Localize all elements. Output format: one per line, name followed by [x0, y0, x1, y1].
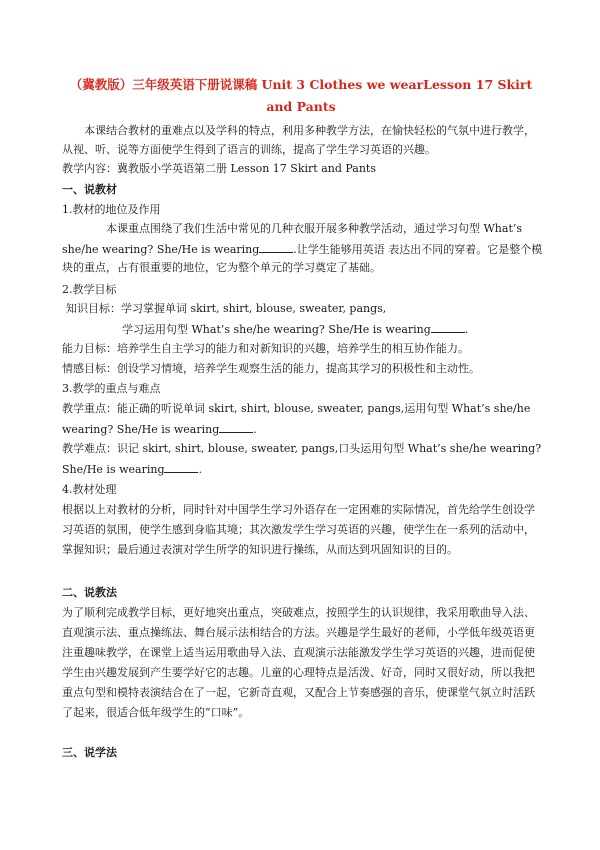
document-title-line-1: （冀教版）三年级英语下册说课稿 Unit 3 Clothes we wearLesson 17 Skirt [69, 77, 533, 92]
section-2-heading: 二、说教法 [62, 586, 117, 599]
teaching-content: 教学内容：冀教版小学英语第二册 Lesson 17 Skirt and Pants [62, 162, 376, 175]
section-1-heading: 一、说教材 [62, 183, 117, 196]
subheading-1: 1.教材的地位及作用 [62, 203, 161, 216]
document-title-line-2: and Pants [266, 99, 336, 114]
position-paragraph-line-1: 本课重点围绕了我们生活中常见的几种衣服开展多种教学活动，通过学习句型 What’s [106, 222, 523, 235]
key-point-pattern: wearing? She/He is wearing [62, 423, 220, 436]
difficult-point-pattern: She/He is wearing [62, 463, 165, 476]
difficult-point-line-1: 教学难点：识记 skirt, shirt, blouse, sweater, pangs,口头运用句型 What’s she/he wearing? [62, 442, 542, 455]
method-line-4: 学生由兴趣发展到产生要学好它的志趣。儿童的心理特点是活泼、好奇，同时又很好动，所以我把 [62, 666, 535, 679]
intro-line-2: 从视、听、说等方面使学生得到了语言的训练，提高了学生学习英语的兴趣。 [62, 143, 436, 156]
method-line-2: 直观演示法、重点操练法、舞台展示法相结合的方法。兴趣是学生最好的老师，小学低年级英语更 [62, 626, 535, 639]
key-point-period: . [253, 423, 257, 436]
knowledge-goal-line-1: 知识目标：学习掌握单词 skirt, shirt, blouse, sweater, pangs, [66, 302, 387, 315]
difficult-point-line-2 [62, 462, 202, 477]
subheading-4: 4.教材处理 [62, 483, 117, 496]
difficult-point-period: . [198, 463, 202, 476]
subheading-3: 3.教学的重点与难点 [62, 382, 161, 395]
method-line-3: 注重趣味教学，在课堂上适当运用歌曲导入法、直观演示法能激发学生学习英语的兴趣，进而促使 [62, 646, 535, 659]
subheading-2: 2.教学目标 [62, 283, 117, 296]
knowledge-goal-line-2 [122, 322, 468, 337]
processing-line-3: 掌握知识；最后通过表演对学生所学的知识进行操练，从而达到巩固知识的目的。 [62, 543, 458, 556]
fill-blank [259, 242, 293, 253]
knowledge-goal-pattern: 学习运用句型 What’s she/he wearing? She/He is wearing [122, 323, 431, 336]
ability-goal: 能力目标：培养学生自主学习的能力和对新知识的兴趣，培养学生的相互协作能力。 [62, 342, 469, 355]
fill-blank [164, 462, 198, 473]
knowledge-goal-period: . [464, 323, 469, 336]
method-line-6: 了起来，很适合低年级学生的“口味”。 [62, 706, 250, 719]
intro-line-1: 本课结合教材的重难点以及学科的特点，利用多种教学方法，在愉快轻松的气氛中进行教学， [84, 124, 535, 137]
section-3-heading: 三、说学法 [62, 746, 117, 759]
method-line-5: 重点句型和模特表演结合在了一起，它新奇直观，又配合上节奏感强的音乐，使课堂气氛立时活跃 [62, 686, 535, 699]
fill-blank [219, 422, 253, 433]
position-paragraph-line-2 [62, 242, 542, 257]
processing-line-1: 根据以上对教材的分析，同时针对中国学生学习外语存在一定困难的实际情况，首先给学生创设学 [62, 503, 535, 516]
position-paragraph-line-3: 块的重点，占有很重要的地位，它为整个单元的学习奠定了基础。 [62, 261, 381, 274]
sentence-pattern-text: she/he wearing? She/He is wearing [62, 243, 260, 256]
key-point-line-2 [62, 422, 257, 437]
method-line-1: 为了顺利完成教学目标，更好地突出重点，突破难点，按照学生的认识规律，我采用歌曲导入法、 [62, 606, 535, 619]
fill-blank [431, 322, 465, 333]
position-paragraph-line-2-end: .让学生能够用英语 表达出不同的穿着。它是整个模 [293, 243, 543, 256]
emotion-goal: 情感目标：创设学习情境，培养学生观察生活的能力，提高其学习的积极性和主动性。 [62, 362, 480, 375]
processing-line-2: 习英语的氛围，使学生感到身临其境；其次激发学生学习英语的兴趣，使学生在一系列的活动中， [62, 523, 535, 536]
key-point-line-1: 教学重点：能正确的听说单词 skirt, shirt, blouse, sweater, pangs,运用句型 What’s she/he [62, 402, 531, 415]
